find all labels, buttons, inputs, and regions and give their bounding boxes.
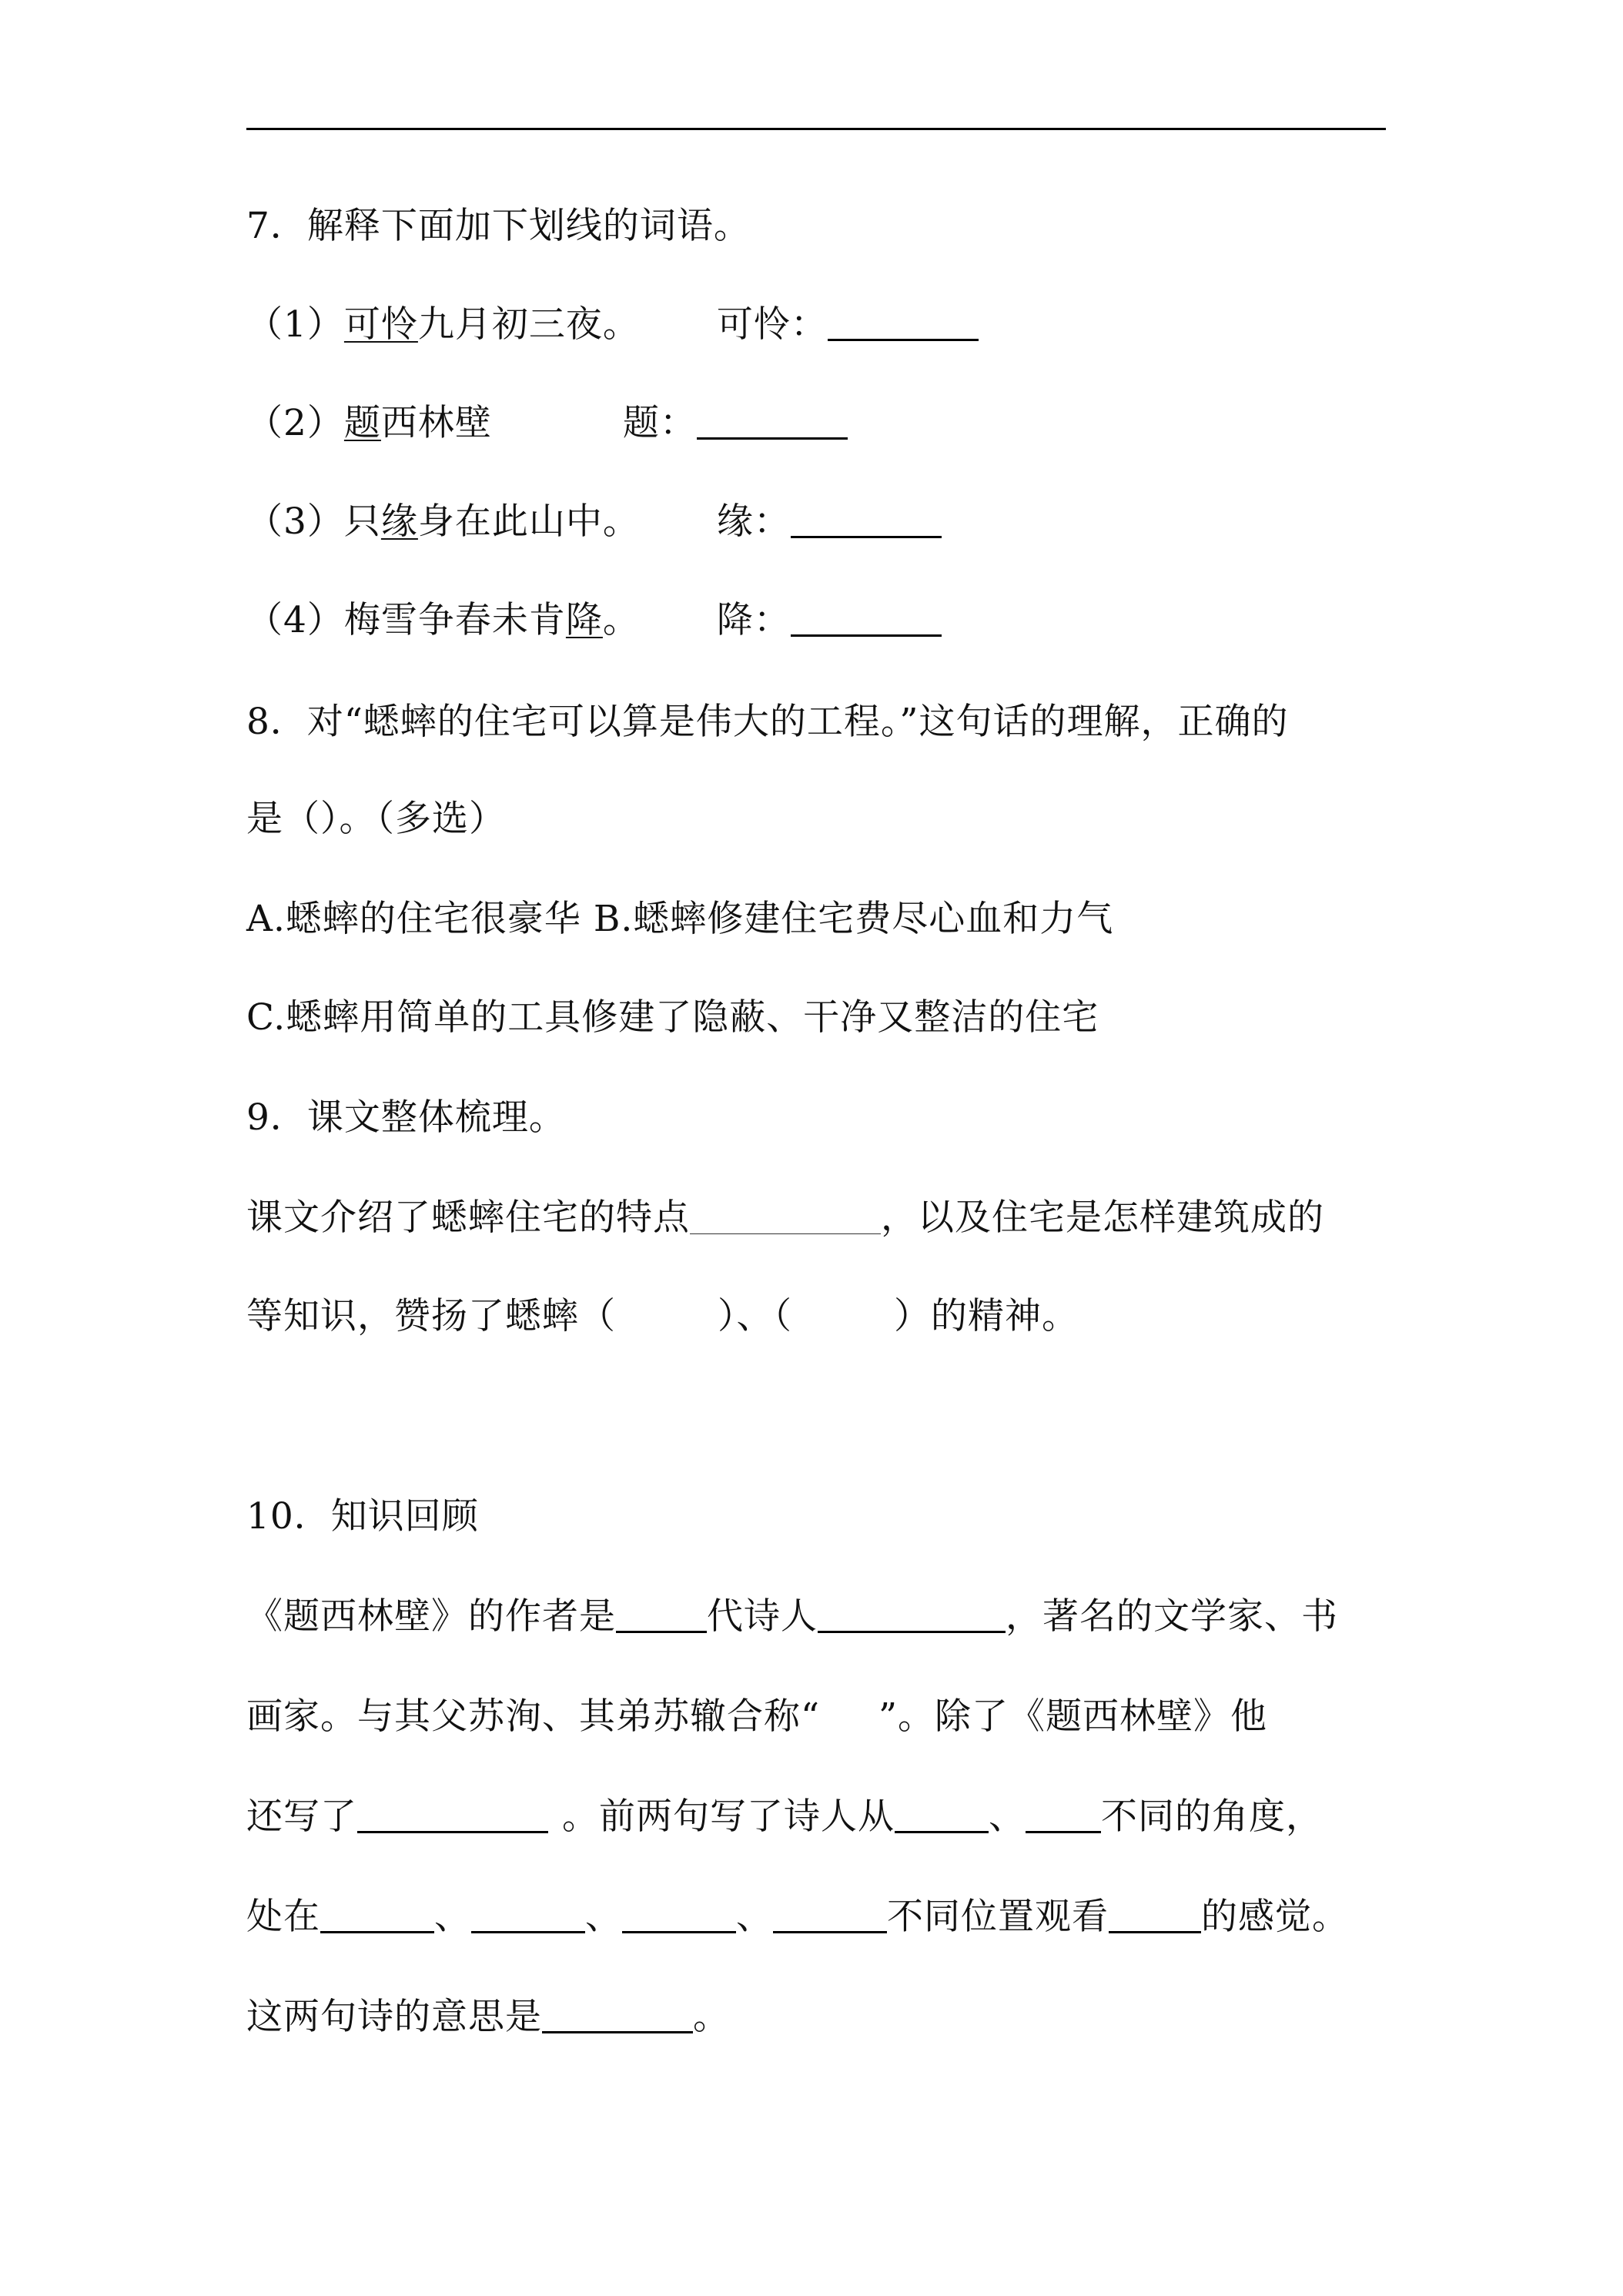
answer-blank[interactable] [357, 1797, 548, 1833]
underlined-word: 题 [343, 402, 381, 444]
answer-blank[interactable] [542, 1997, 693, 2033]
answer-blank[interactable] [1109, 1897, 1201, 1933]
answer-blank[interactable] [690, 1200, 881, 1234]
q10-line-5: 这两句诗的意思是 。 [246, 1996, 730, 2038]
q10-line-2: 画家。与其父苏洵、其弟苏辙合称“ ”。除了《题西林壁》他 [246, 1695, 1268, 1738]
underlined-word: 可怜 [343, 303, 418, 346]
q7-item-1: （1）可怜九月初三夜。 可怜： [246, 300, 979, 350]
underlined-word: 缘 [380, 500, 418, 543]
answer-blank[interactable] [828, 305, 979, 341]
answer-blank[interactable] [471, 1897, 585, 1933]
q8-options-ab: A.蟋蟀的住宅很豪华 B.蟋蟀修建住宅费尽心血和力气 [246, 898, 1114, 940]
answer-blank[interactable] [616, 1597, 707, 1633]
header-rule [246, 128, 1386, 130]
answer-blank[interactable] [773, 1897, 887, 1933]
q9-line-2: 等知识，赞扬了蟋蟀（ ）、（ ）的精神。 [246, 1295, 1079, 1337]
q10-line-4: 处在 、 、 、 不同位置观看 的感觉。 [246, 1896, 1349, 1938]
q7-item-4: （4）梅雪争春未肯降。 降： [246, 596, 942, 645]
answer-blank[interactable] [622, 1897, 736, 1933]
q10-line-3: 还写了 。前两句写了诗人从 、 不同的角度， [246, 1796, 1323, 1838]
answer-blank[interactable] [791, 502, 942, 538]
answer-blank[interactable] [791, 601, 942, 637]
answer-blank[interactable] [320, 1897, 434, 1933]
q10-title: 10．知识回顾 [246, 1495, 479, 1538]
q7-item-3: （3）只缘身在此山中。 缘： [246, 497, 942, 547]
q9-title: 9．课文整体梳理。 [246, 1096, 566, 1139]
q7-item-2: （2）题西林壁 题： [246, 399, 848, 448]
q10-line-1: 《题西林壁》的作者是 代诗人 ，著名的文学家、书 [246, 1595, 1338, 1638]
answer-blank[interactable] [1026, 1797, 1101, 1833]
q9-line-1: 课文介绍了蟋蟀住宅的特点 ，以及住宅是怎样建筑成的 [246, 1197, 1324, 1239]
underlined-word: 降 [565, 599, 603, 641]
q8-question-line-2: 是（）。（多选） [246, 798, 506, 840]
q7-title: 7．解释下面加下划线的词语。 [246, 205, 751, 247]
answer-blank[interactable] [818, 1597, 1006, 1633]
answer-blank[interactable] [697, 403, 848, 440]
q8-option-c: C.蟋蟀用简单的工具修建了隐蔽、干净又整洁的住宅 [246, 996, 1099, 1039]
q8-question-line-1: 8．对“蟋蟀的住宅可以算是伟大的工程。”这句话的理解，正确的 [246, 701, 1289, 743]
answer-blank[interactable] [895, 1797, 989, 1833]
